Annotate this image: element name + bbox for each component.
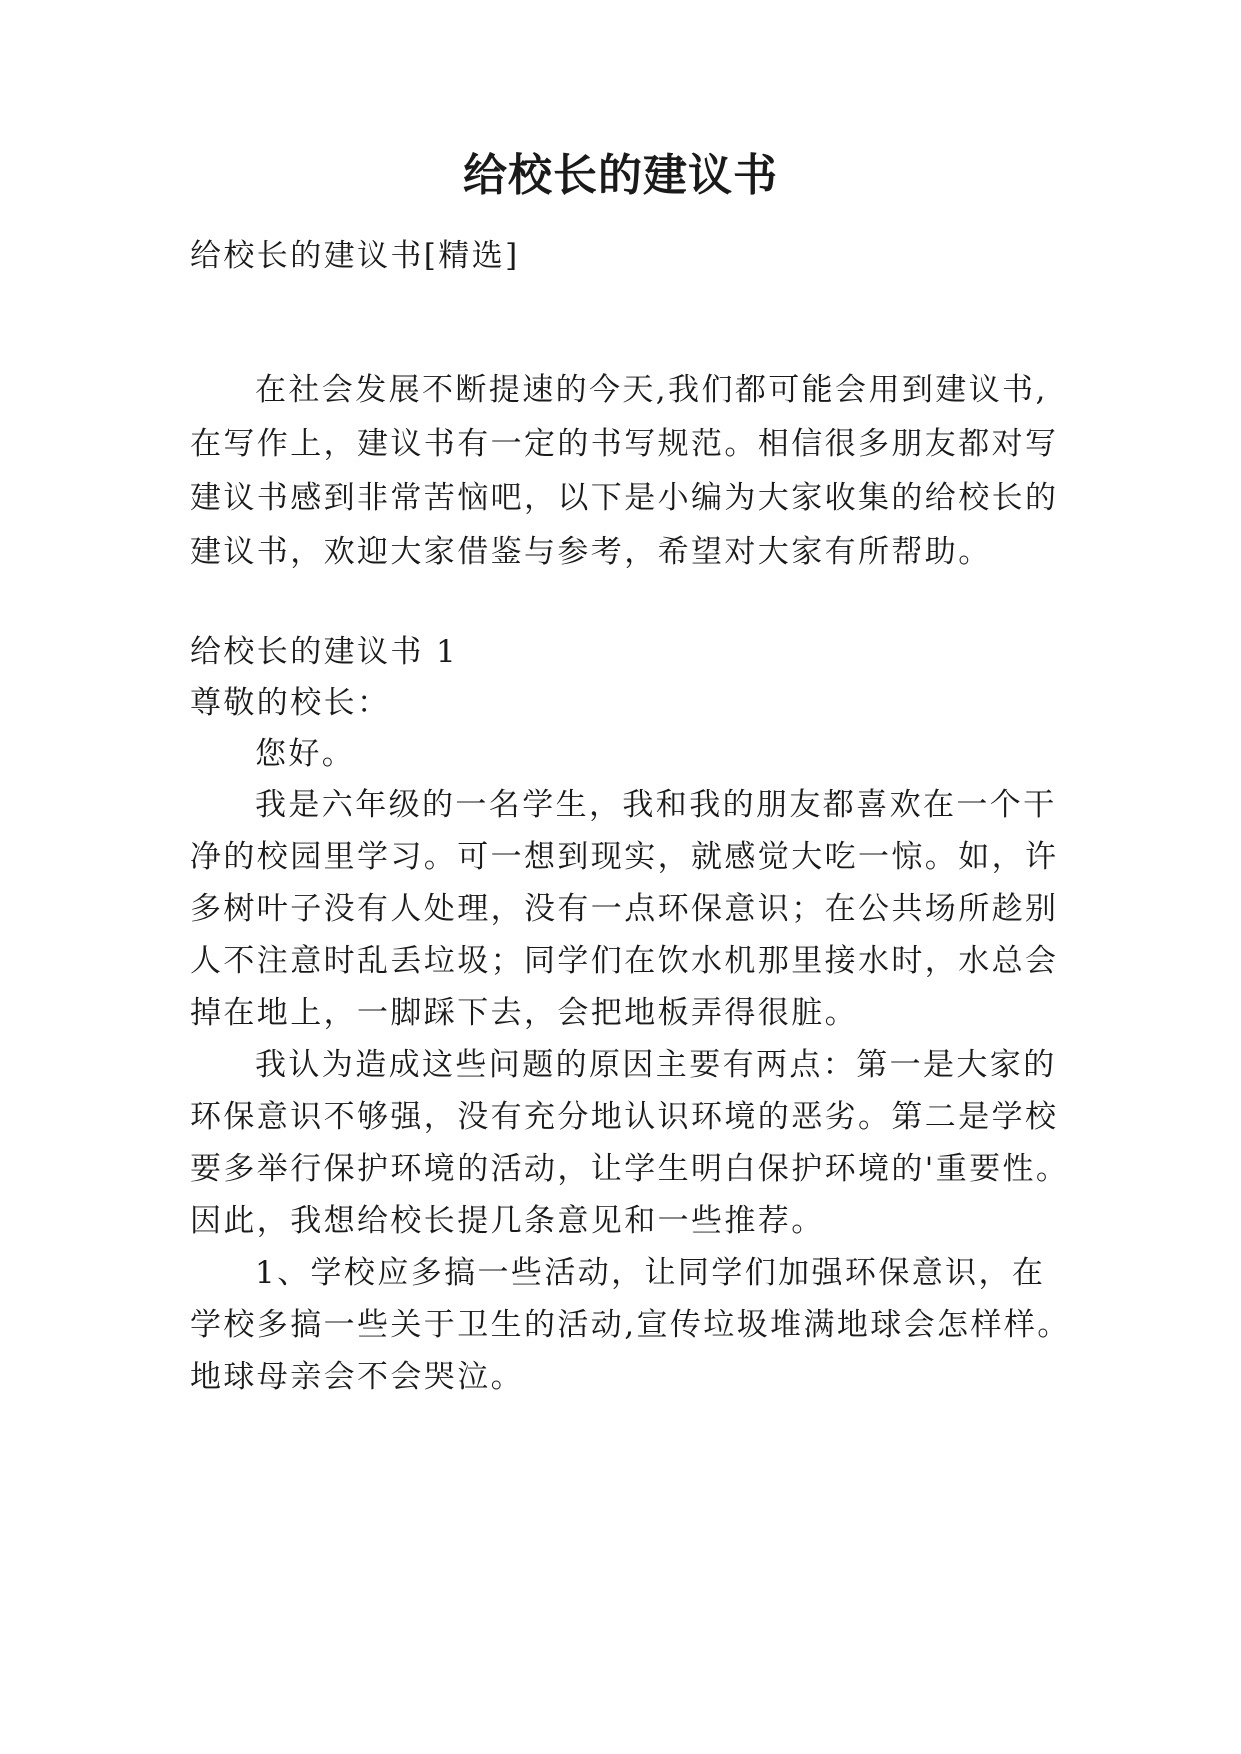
paragraph-line: 净的校园里学习。可一想到现实，就感觉大吃一惊。如，许 (190, 839, 1059, 875)
letter-salutation: 尊敬的校长： (190, 685, 391, 721)
paragraph-line: 学校多搞一些关于卫生的活动,宣传垃圾堆满地球会怎样样。 (190, 1307, 1071, 1343)
intro-line: 建议书感到非常苦恼吧，以下是小编为大家收集的给校长的 (190, 480, 1059, 516)
letter-heading: 给校长的建议书 1 (190, 634, 459, 670)
intro-line: 建议书，欢迎大家借鉴与参考，希望对大家有所帮助。 (190, 534, 992, 570)
paragraph-line: 地球母亲会不会哭泣。 (190, 1359, 524, 1395)
document-subtitle: 给校长的建议书[精选] (190, 238, 520, 274)
letter-greeting: 您好。 (255, 736, 356, 772)
paragraph-line: 我是六年级的一名学生，我和我的朋友都喜欢在一个干 (255, 787, 1057, 823)
paragraph-line: 要多举行保护环境的活动，让学生明白保护环境的'重要性。 (190, 1151, 1070, 1187)
intro-line: 在社会发展不断提速的今天,我们都可能会用到建议书, (255, 372, 1048, 408)
paragraph-line: 因此，我想给校长提几条意见和一些推荐。 (190, 1203, 825, 1239)
paragraph-line: 我认为造成这些问题的原因主要有两点：第一是大家的 (255, 1047, 1057, 1083)
paragraph-line: 多树叶子没有人处理，没有一点环保意识；在公共场所趁别 (190, 891, 1059, 927)
paragraph-line: 人不注意时乱丢垃圾；同学们在饮水机那里接水时，水总会 (190, 943, 1059, 979)
paragraph-line: 掉在地上，一脚踩下去，会把地板弄得很脏。 (190, 995, 858, 1031)
intro-line: 在写作上，建议书有一定的书写规范。相信很多朋友都对写 (190, 426, 1059, 462)
paragraph-line: 1、学校应多搞一些活动，让同学们加强环保意识，在 (255, 1255, 1046, 1291)
paragraph-line: 环保意识不够强，没有充分地认识环境的恶劣。第二是学校 (190, 1099, 1059, 1135)
document-title: 给校长的建议书 (463, 150, 778, 201)
